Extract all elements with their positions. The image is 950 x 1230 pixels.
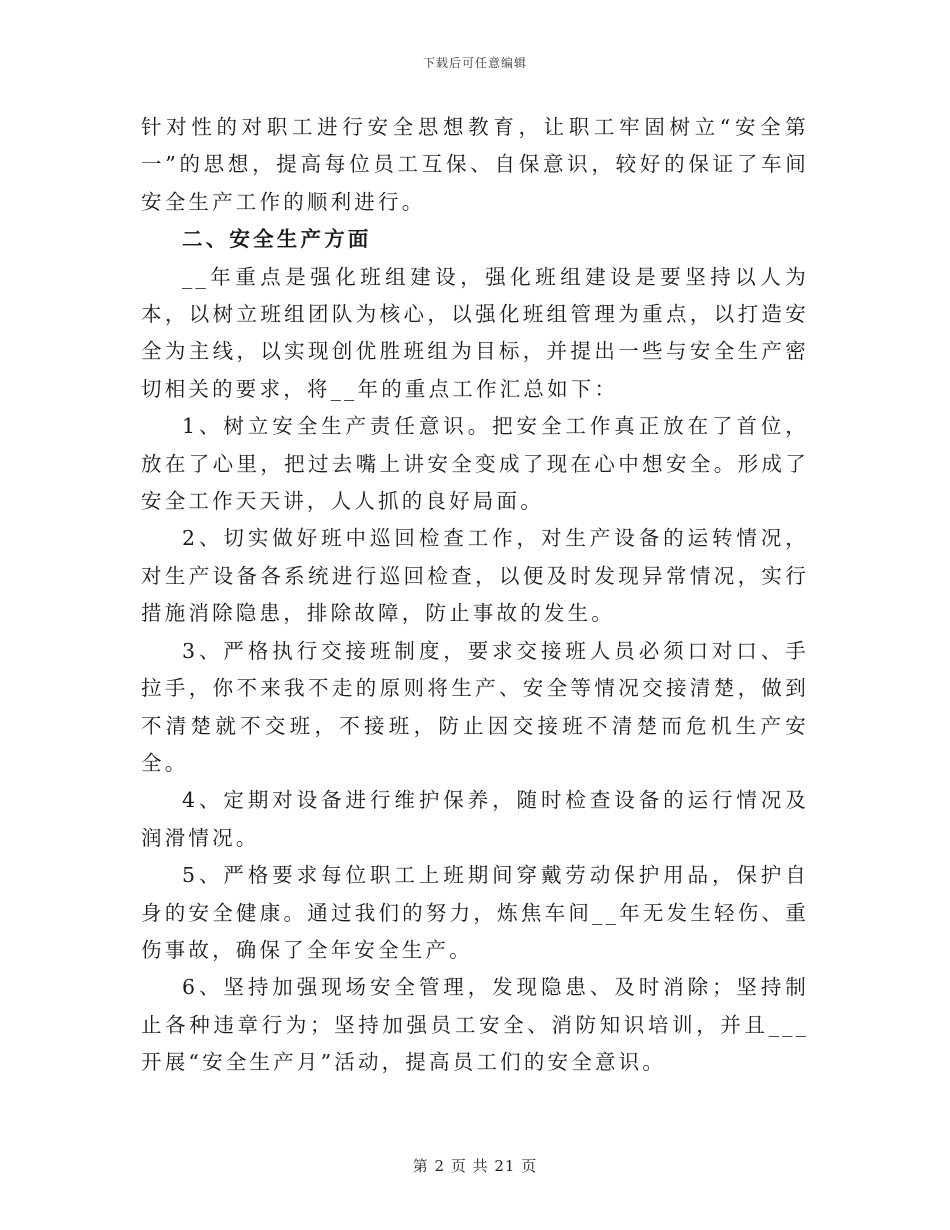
list-item-3: 3、严格执行交接班制度，要求交接班人员必须口对口、手拉手，你不来我不走的原则将生产、安全等情况交接清楚，做到不清楚就不交班，不接班，防止因交接班不清楚而危机生产安全。 bbox=[141, 638, 809, 775]
header-note: 下载后可任意编辑 bbox=[422, 56, 527, 70]
page-number: 第 2 页 共 21 页 bbox=[412, 1157, 538, 1175]
section-heading: 二、安全生产方面 bbox=[182, 227, 372, 252]
list-item-6: 6、坚持加强现场安全管理，发现隐患、及时消除；坚持制止各种违章行为；坚持加强员工安全、消防知识培训，并且___开展“安全生产月”活动，提高员工们的安全意识。 bbox=[141, 975, 809, 1075]
list-item-1: 1、树立安全生产责任意识。把安全工作真正放在了首位，放在了心里，把过去嘴上讲安全变成了现在心中想安全。形成了安全工作天天讲，人人抓的良好局面。 bbox=[141, 414, 809, 514]
document-body bbox=[141, 109, 809, 1082]
list-item-4: 4、定期对设备进行维护保养，随时检查设备的运行情况及润滑情况。 bbox=[141, 788, 809, 850]
paragraph-intro: __年重点是强化班组建设，强化班组建设是要坚持以人为本，以树立班组团队为核心，以强化班组管理为重点，以打造安全为主线，以实现创优胜班组为目标，并提出一些与安全生产密切相关的要求，将__年的重点工作汇总如下： bbox=[141, 264, 809, 401]
paragraph-continuation: 针对性的对职工进行安全思想教育，让职工牢固树立“安全第一”的思想，提高每位员工互保、自保意识，较好的保证了车间安全生产工作的顺利进行。 bbox=[141, 115, 809, 214]
list-item-2: 2、切实做好班中巡回检查工作，对生产设备的运转情况，对生产设备各系统进行巡回检查，以便及时发现异常情况，实行措施消除隐患，排除故障，防止事故的发生。 bbox=[141, 526, 809, 626]
list-item-5: 5、严格要求每位职工上班期间穿戴劳动保护用品，保护自身的安全健康。通过我们的努力，炼焦车间__年无发生轻伤、重伤事故，确保了全年安全生产。 bbox=[141, 863, 809, 962]
